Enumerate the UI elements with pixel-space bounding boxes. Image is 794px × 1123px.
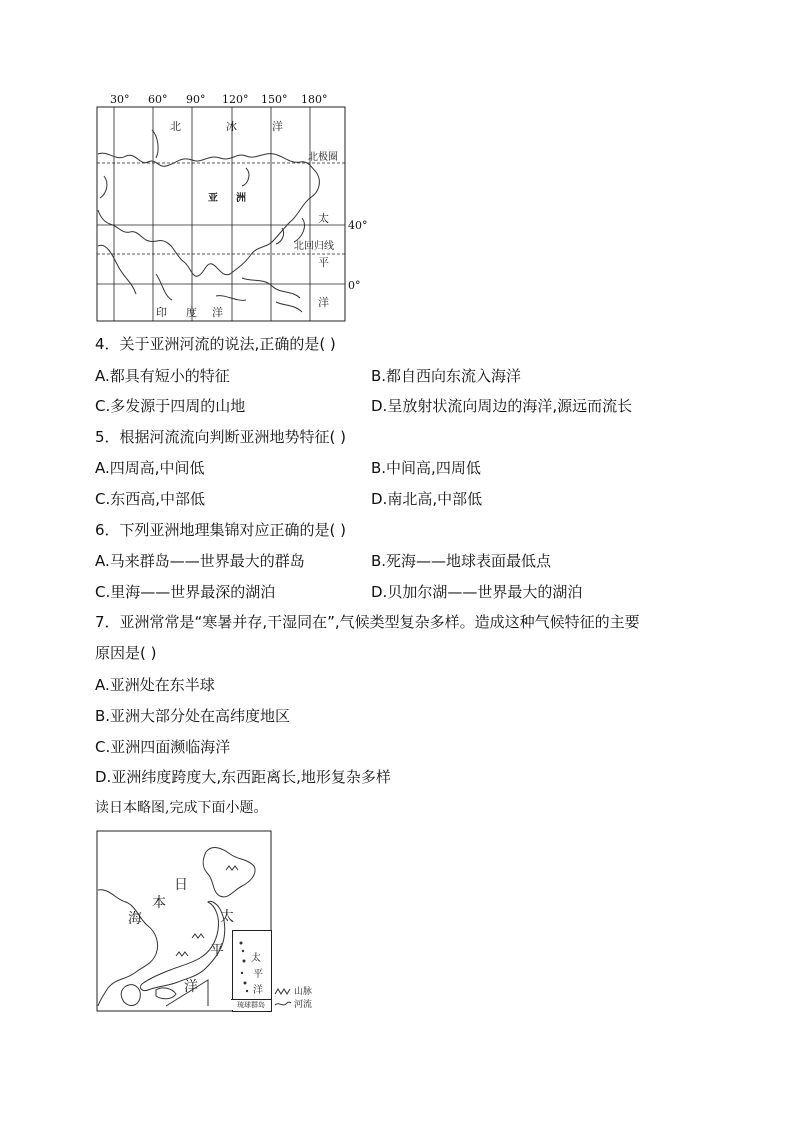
question-4-option-c: C.多发源于四周的山地 (95, 397, 246, 415)
question-4-option-a: A.都具有短小的特征 (95, 367, 230, 385)
asia-label-ya: 亚 (208, 193, 218, 204)
pacific-label-tai: 太 (318, 212, 329, 225)
question-4-option-b: B.都自西向东流入海洋 (371, 367, 522, 385)
inset-label-ping: 平 (253, 969, 263, 980)
pacific-label-tai: 太 (220, 909, 234, 925)
longitude-label: 30° (110, 93, 130, 106)
japan-map-intro: 读日本略图,完成下面小题。 (95, 800, 268, 816)
question-6-option-a: A.马来群岛——世界最大的群岛 (95, 552, 305, 570)
japan-map (96, 830, 326, 1014)
question-5-stem: 5．根据河流流向判断亚洲地势特征( ) (95, 428, 347, 446)
sea-of-japan-label-hai: 海 (128, 911, 142, 927)
longitude-label: 90° (186, 93, 206, 106)
ryukyu-inset (232, 930, 272, 1012)
question-7-option-c: C.亚洲四面濒临海洋 (95, 738, 231, 756)
sea-of-japan-label-ben: 本 (152, 895, 166, 911)
question-5-option-d: D.南北高,中部低 (371, 490, 483, 508)
indian-ocean-label-du: 度 (186, 306, 197, 319)
longitude-label: 180° (301, 93, 328, 106)
longitude-label: 150° (261, 93, 288, 106)
longitude-label: 120° (222, 93, 249, 106)
question-7-option-d: D.亚洲纬度跨度大,东西距离长,地形复杂多样 (95, 768, 391, 786)
arctic-ocean-label-bing: 冰 (226, 120, 237, 133)
inset-caption: 琉球群岛 (231, 999, 271, 1010)
question-7-stem-line2: 原因是( ) (95, 644, 157, 662)
asia-map (96, 92, 376, 324)
latitude-label: 40° (348, 219, 368, 232)
legend-mountain-label: 山脉 (294, 987, 313, 997)
indian-ocean-label-yin: 印 (156, 306, 167, 319)
inset-label-yang: 洋 (253, 985, 263, 996)
tropic-label: 北回归线 (294, 241, 334, 252)
question-5-option-a: A.四周高,中间低 (95, 459, 205, 477)
asia-map-drawing (96, 106, 346, 322)
latitude-label: 0° (348, 279, 361, 292)
inset-label-tai: 太 (251, 953, 261, 964)
map-legend (274, 984, 326, 1012)
pacific-label-yang: 洋 (318, 296, 329, 309)
legend-river-label: 河流 (294, 1000, 313, 1010)
arctic-ocean-label-bei: 北 (170, 120, 181, 133)
indian-ocean-label-yang: 洋 (212, 306, 223, 319)
river-icon (274, 999, 292, 1009)
question-7-stem-line1: 7．亚洲常常是“寒暑并存,干湿同在”,气候类型复杂多样。造成这种气候特征的主要 (95, 613, 640, 631)
asia-label-zhou: 洲 (236, 193, 246, 204)
sea-of-japan-label-ri: 日 (174, 877, 188, 893)
arctic-circle-label: 北极圈 (308, 152, 338, 163)
longitude-label: 60° (148, 93, 168, 106)
question-6-option-c: C.里海——世界最深的湖泊 (95, 583, 276, 601)
question-5-option-b: B.中间高,四周低 (371, 459, 481, 477)
mountain-icon (274, 986, 292, 996)
question-7-option-a: A.亚洲处在东半球 (95, 676, 215, 694)
question-5-option-c: C.东西高,中部低 (95, 490, 206, 508)
question-6-option-b: B.死海——地球表面最低点 (371, 552, 552, 570)
arctic-ocean-label-yang: 洋 (272, 120, 283, 133)
pacific-label-ping: 平 (318, 256, 329, 269)
question-4-option-d: D.呈放射状流向周边的海洋,源远而流长 (371, 397, 633, 415)
question-6-option-d: D.贝加尔湖——世界最大的湖泊 (371, 583, 583, 601)
question-7-option-b: B.亚洲大部分处在高纬度地区 (95, 707, 291, 725)
question-4-stem: 4．关于亚洲河流的说法,正确的是( ) (95, 335, 336, 353)
pacific-label-ping: 平 (210, 943, 224, 959)
pacific-label-yang: 洋 (184, 979, 198, 995)
question-6-stem: 6．下列亚洲地理集锦对应正确的是( ) (95, 521, 347, 539)
